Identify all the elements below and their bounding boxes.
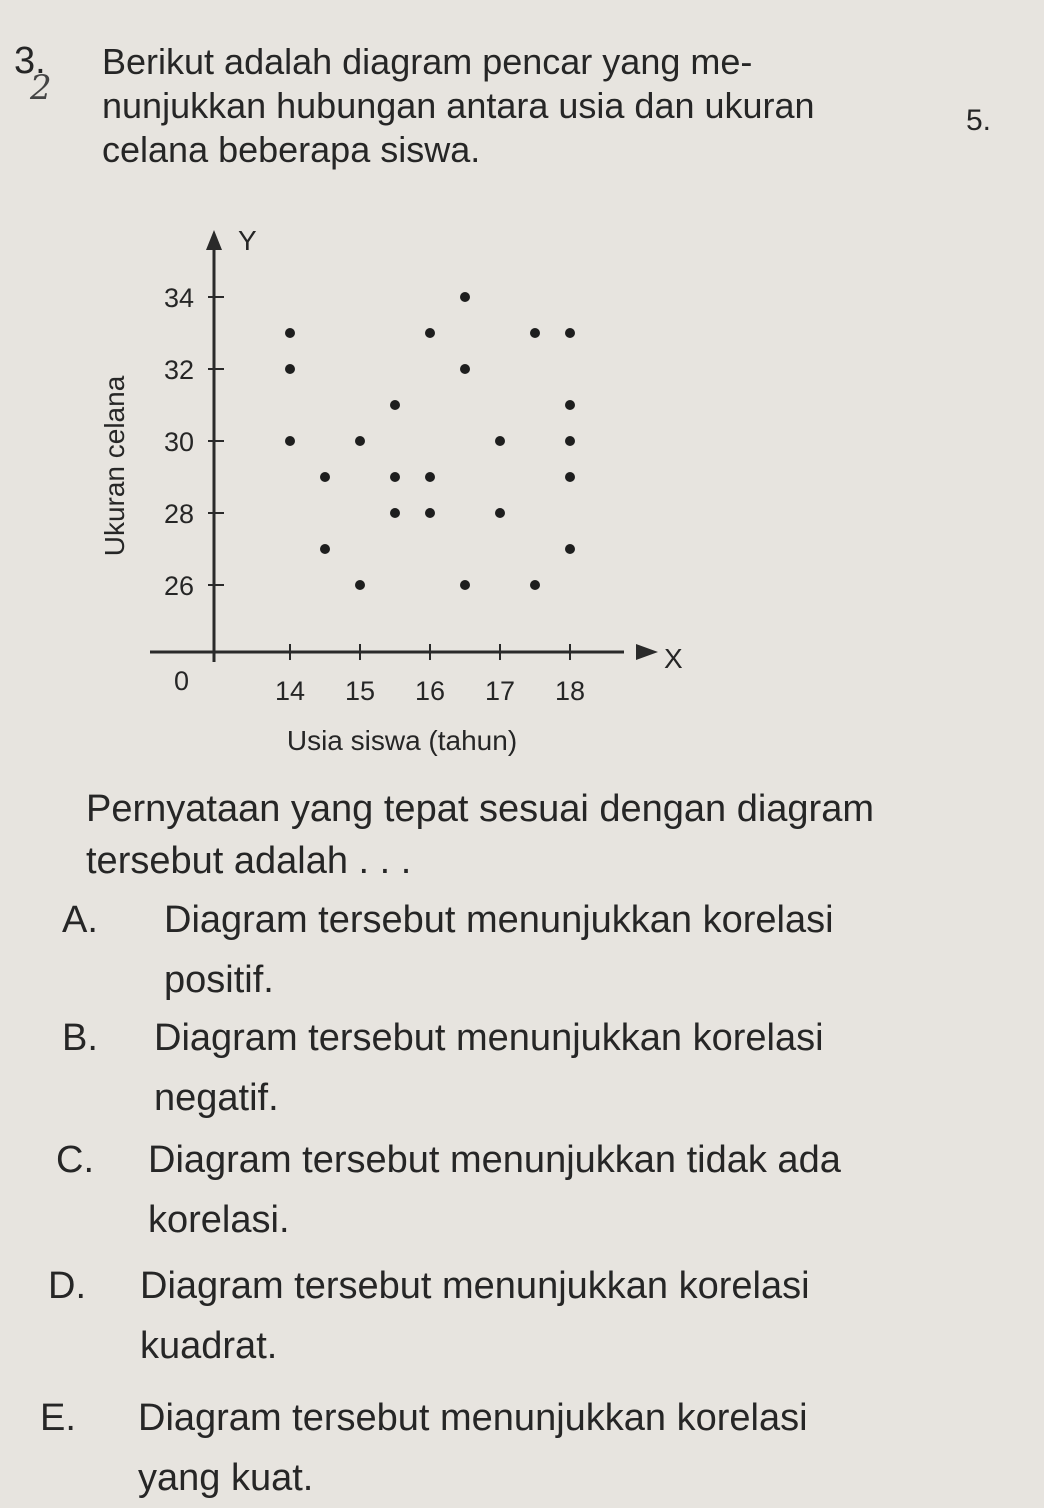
option-text: korelasi. bbox=[148, 1199, 290, 1241]
scatter-point bbox=[565, 328, 575, 338]
option-letter: C. bbox=[56, 1139, 94, 1181]
question-line: Pernyataan yang tepat sesuai dengan diagram bbox=[86, 788, 874, 830]
y-tick-label: 26 bbox=[163, 571, 194, 601]
scatter-point bbox=[460, 364, 470, 374]
question-stem bbox=[86, 783, 986, 887]
question-number: 3. bbox=[14, 40, 46, 82]
scatter-point bbox=[565, 436, 575, 446]
scatter-point bbox=[495, 436, 505, 446]
y-tick-label: 34 bbox=[163, 283, 194, 313]
origin-label: 0 bbox=[174, 666, 190, 696]
option-letter: E. bbox=[40, 1397, 76, 1439]
x-tick-label: 15 bbox=[344, 676, 376, 706]
scatter-point bbox=[460, 580, 470, 590]
intro-line: celana beberapa siswa. bbox=[102, 129, 481, 170]
option-text: Diagram tersebut menunjukkan tidak ada bbox=[148, 1139, 841, 1181]
option-text: Diagram tersebut menunjukkan korelasi bbox=[138, 1397, 808, 1439]
scatter-point bbox=[565, 544, 575, 554]
x-axis-arrow bbox=[636, 644, 658, 660]
option-text: kuadrat. bbox=[140, 1325, 278, 1367]
option-e[interactable] bbox=[40, 1388, 1020, 1508]
intro-line: Berikut adalah diagram pencar yang me- bbox=[102, 41, 753, 82]
option-text: Diagram tersebut menunjukkan korelasi bbox=[140, 1265, 810, 1307]
option-a[interactable] bbox=[62, 890, 982, 1010]
scatter-point bbox=[390, 472, 400, 482]
option-b[interactable] bbox=[62, 1008, 982, 1128]
scatter-point bbox=[565, 400, 575, 410]
scatter-point bbox=[530, 328, 540, 338]
scatter-point bbox=[425, 472, 435, 482]
option-letter: D. bbox=[48, 1265, 86, 1307]
y-axis-arrow bbox=[206, 230, 222, 250]
scatter-point bbox=[285, 328, 295, 338]
option-text: yang kuat. bbox=[138, 1457, 314, 1499]
scatter-point bbox=[390, 508, 400, 518]
x-axis-letter: X bbox=[664, 643, 683, 674]
scatter-point bbox=[355, 580, 365, 590]
scatter-point bbox=[425, 508, 435, 518]
scatter-point bbox=[285, 436, 295, 446]
scatter-point bbox=[320, 472, 330, 482]
scatter-point bbox=[565, 472, 575, 482]
y-tick-label: 32 bbox=[163, 355, 194, 385]
x-axis-title: Usia siswa (tahun) bbox=[286, 725, 518, 756]
option-letter: B. bbox=[62, 1017, 98, 1059]
y-axis-letter: Y bbox=[238, 225, 257, 256]
scatter-point bbox=[530, 580, 540, 590]
y-axis-title: Ukuran celana bbox=[99, 375, 130, 557]
x-tick-label: 16 bbox=[414, 676, 446, 706]
y-tick-label: 30 bbox=[163, 427, 194, 457]
option-d[interactable] bbox=[48, 1256, 998, 1376]
scatter-point bbox=[320, 544, 330, 554]
scatter-point bbox=[495, 508, 505, 518]
option-text: Diagram tersebut menunjukkan korelasi bbox=[164, 899, 834, 941]
option-c[interactable] bbox=[56, 1130, 996, 1250]
option-letter: A. bbox=[62, 899, 98, 941]
handwritten-mark: 2 bbox=[30, 68, 52, 108]
x-tick-label: 14 bbox=[274, 676, 306, 706]
option-text: Diagram tersebut menunjukkan korelasi bbox=[154, 1017, 824, 1059]
scatter-point bbox=[390, 400, 400, 410]
option-text: negatif. bbox=[154, 1077, 279, 1119]
scatter-point bbox=[285, 364, 295, 374]
intro-line: nunjukkan hubungan antara usia dan ukuran bbox=[102, 85, 815, 126]
scatter-point bbox=[425, 328, 435, 338]
y-tick-label: 28 bbox=[163, 499, 194, 529]
side-question-number: 5. bbox=[966, 104, 992, 137]
scatter-point bbox=[355, 436, 365, 446]
x-tick-label: 18 bbox=[554, 676, 586, 706]
question-line: tersebut adalah . . . bbox=[86, 840, 412, 882]
scatter-point bbox=[460, 292, 470, 302]
option-text: positif. bbox=[164, 959, 274, 1001]
x-tick-label: 17 bbox=[484, 676, 516, 706]
